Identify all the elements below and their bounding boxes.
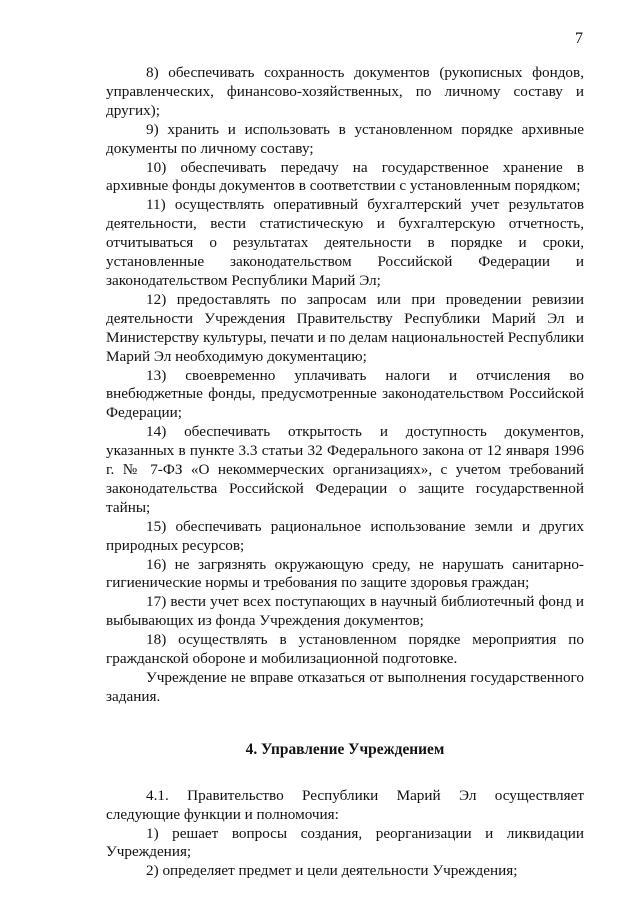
paragraph-item-15: 15) обеспечивать рациональное использование земли и других природных ресурсов; xyxy=(106,517,584,554)
paragraph-item-18: 18) осуществлять в установленном порядке мероприятия по гражданской обороне и мобилизационной подготовке. xyxy=(106,631,584,668)
paragraph-item-9: 9) хранить и использовать в установленном порядке архивные документы по личному составу; xyxy=(106,120,584,157)
paragraph-4-1: 4.1. Правительство Республики Марий Эл осуществляет следующие функции и полномочия: xyxy=(106,786,584,823)
paragraph-item-11: 11) осуществлять оперативный бухгалтерский учет результатов деятельности, вести статистическую и бухгалтерскую отчетность, отчитываться о результатах деятельности в порядке и сроки, установленные законодательством Российской Федерации и законодательством Республики Марий Эл; xyxy=(106,196,584,289)
paragraph-4-1-item-2: 2) определяет предмет и цели деятельности Учреждения; xyxy=(146,862,518,880)
paragraph-item-10: 10) обеспечивать передачу на государственное хранение в архивные фонды документов в соответствии с установленным порядком; xyxy=(106,158,584,195)
paragraph-item-16: 16) не загрязнять окружающую среду, не нарушать санитарно-гигиенические нормы и требования по защите здоровья граждан; xyxy=(106,555,584,592)
paragraph-state-task: Учреждение не вправе отказаться от выполнения государственного задания. xyxy=(106,669,584,705)
paragraph-item-8: 8) обеспечивать сохранность документов (рукописных фондов, управленческих, финансово-хозяйственных, по личному составу и других); xyxy=(106,64,584,119)
document-body xyxy=(106,64,584,881)
paragraph-item-12: 12) предоставлять по запросам или при проведении ревизии деятельности Учреждения Правительству Республики Марий Эл и Министерству культуры, печати и по делам национальностей Республики Марий Эл необходимую документацию; xyxy=(106,290,584,365)
page-number: 7 xyxy=(575,30,583,47)
paragraph-item-14: 14) обеспечивать открытость и доступность документов, указанных в пункте 3.3 статьи 32 Федерального закона от 12 января 1996 г. № 7-ФЗ «О некоммерческих организациях», с учетом требований законодательства Российской Федерации о защите государственной тайны; xyxy=(106,423,584,516)
paragraph-4-1-item-1: 1) решает вопросы создания, реорганизации и ликвидации Учреждения; xyxy=(106,824,584,861)
paragraph-item-17: 17) вести учет всех поступающих в научный библиотечный фонд и выбывающих из фонда Учреждения документов; xyxy=(106,593,584,630)
paragraph-item-13: 13) своевременно уплачивать налоги и отчисления во внебюджетные фонды, предусмотренные законодательством Российской Федерации; xyxy=(106,366,584,422)
section-heading: 4. Управление Учреждением xyxy=(245,740,445,758)
